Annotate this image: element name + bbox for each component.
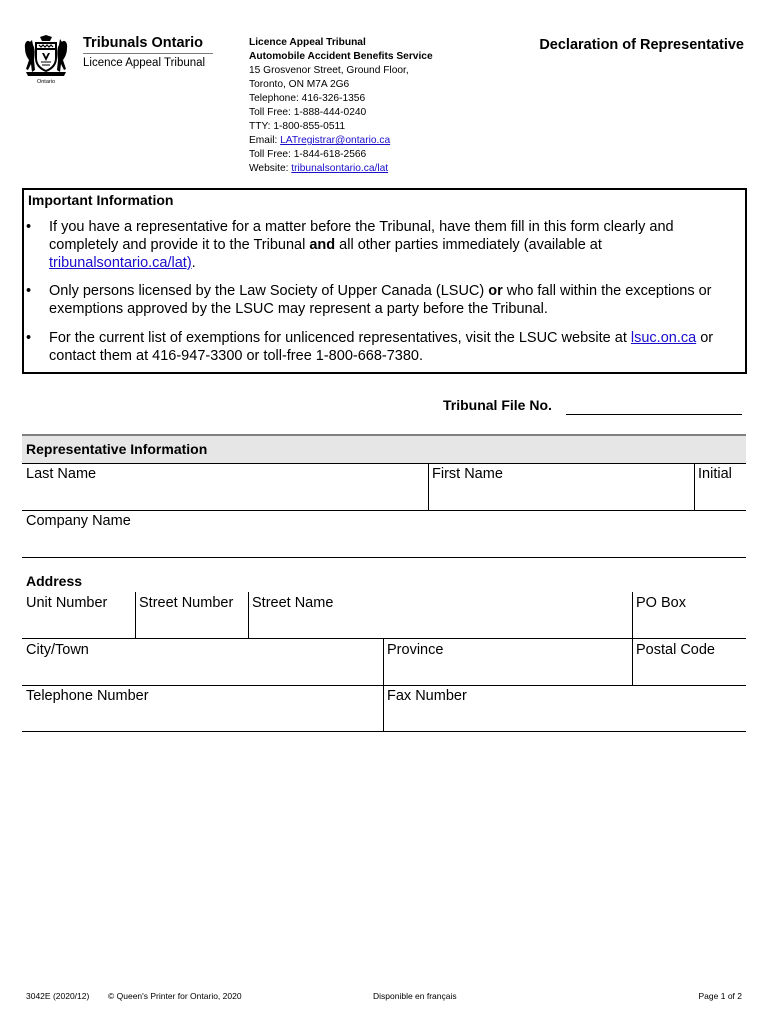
unit-number-label: Unit Number — [26, 595, 108, 611]
divider — [22, 510, 746, 511]
tribunal-file-no-label: Tribunal File No. — [443, 397, 552, 413]
divider — [22, 463, 746, 464]
contact-email-link[interactable]: LATregistrar@ontario.ca — [280, 135, 391, 146]
divider — [632, 638, 633, 685]
divider — [22, 638, 746, 639]
divider — [135, 592, 136, 638]
divider — [694, 463, 695, 510]
info-bullet-1 — [49, 218, 743, 272]
contact-line1: Licence Appeal Tribunal — [249, 37, 366, 48]
tribunal-file-no-field[interactable] — [566, 414, 742, 415]
contact-address1: 15 Grosvenor Street, Ground Floor, — [249, 65, 409, 76]
address-heading: Address — [26, 573, 83, 589]
street-number-label: Street Number — [139, 595, 234, 611]
page-number: Page 1 of 2 — [698, 991, 742, 1001]
logo-caption: Ontario — [36, 79, 56, 85]
org-subtitle: Licence Appeal Tribunal — [83, 57, 206, 69]
important-information-title: Important Information — [28, 192, 174, 208]
divider — [22, 731, 746, 732]
info-bullet-1-text2: all other parties immediately (available at — [335, 237, 602, 253]
lsuc-website-link[interactable]: lsuc.on.ca — [630, 330, 697, 346]
contact-website-label: Website: — [249, 163, 292, 174]
info-bullet-3 — [49, 329, 743, 365]
info-bullet-2-bold: or — [488, 283, 503, 299]
french-availability: Disponible en français — [373, 991, 457, 1001]
important-information-box — [22, 188, 747, 374]
copyright: © Queen's Printer for Ontario, 2020 — [108, 991, 242, 1001]
city-label: City/Town — [26, 642, 89, 658]
info-bullet-1-end: . — [191, 255, 196, 271]
po-box-label: PO Box — [636, 595, 686, 611]
contact-website-row — [249, 162, 433, 176]
representative-info-title: Representative Information — [26, 441, 208, 457]
contact-telephone: Telephone: 416-326-1356 — [249, 93, 366, 104]
fax-label: Fax Number — [387, 688, 467, 704]
tribunal-website-link[interactable]: tribunalsontario.ca/lat) — [49, 255, 192, 271]
org-divider — [83, 53, 213, 54]
province-label: Province — [387, 642, 444, 658]
bullet-icon: • — [26, 219, 32, 235]
contact-tollfree: Toll Free: 1-888-444-0240 — [249, 107, 367, 118]
contact-website-link[interactable]: tribunalsontario.ca/lat — [291, 163, 389, 174]
divider — [248, 592, 249, 638]
initial-label: Initial — [698, 466, 732, 482]
info-bullet-1-bold: and — [309, 237, 336, 253]
bullet-icon: • — [26, 330, 32, 346]
info-bullet-1-text: If you have a representative for a matter before the Tribunal, have them fill in this form clearly and completely and provide it to the Tribunal — [49, 219, 674, 253]
document-title: Declaration of Representative — [539, 37, 744, 53]
first-name-label: First Name — [432, 466, 503, 482]
contact-email-label: Email: — [249, 135, 281, 146]
contact-email-row — [249, 134, 433, 148]
contact-address2: Toronto, ON M7A 2G6 — [249, 79, 350, 90]
divider — [22, 685, 746, 686]
street-name-label: Street Name — [252, 595, 334, 611]
representative-info-header — [22, 434, 746, 463]
company-name-label: Company Name — [26, 513, 131, 529]
telephone-label: Telephone Number — [26, 688, 149, 704]
org-name: Tribunals Ontario — [83, 35, 204, 51]
info-bullet-2-text: Only persons licensed by the Law Society of Upper Canada (LSUC) — [49, 283, 489, 299]
form-number: 3042E (2020/12) — [26, 991, 90, 1001]
divider — [22, 557, 746, 558]
ontario-coat-of-arms-logo — [22, 34, 70, 86]
divider — [428, 463, 429, 510]
contact-tollfree2: Toll Free: 1-844-618-2566 — [249, 149, 367, 160]
contact-block — [249, 36, 433, 176]
divider — [632, 592, 633, 638]
info-bullet-3-text: For the current list of exemptions for unlicenced representatives, visit the LSUC website at — [49, 330, 631, 346]
info-bullet-2-text2: who fall within the exceptions or exemptions approved by the LSUC may represent a party before the Tribunal. — [49, 283, 712, 317]
contact-tty: TTY: 1-800-855-0511 — [249, 121, 346, 132]
info-bullet-2 — [49, 282, 743, 318]
last-name-label: Last Name — [26, 466, 97, 482]
postal-code-label: Postal Code — [636, 642, 715, 658]
contact-line2: Automobile Accident Benefits Service — [249, 51, 433, 62]
info-bullet-3-text2: or contact them at 416-947-3300 or toll-free 1-800-668-7380. — [49, 330, 714, 364]
bullet-icon: • — [26, 283, 32, 299]
